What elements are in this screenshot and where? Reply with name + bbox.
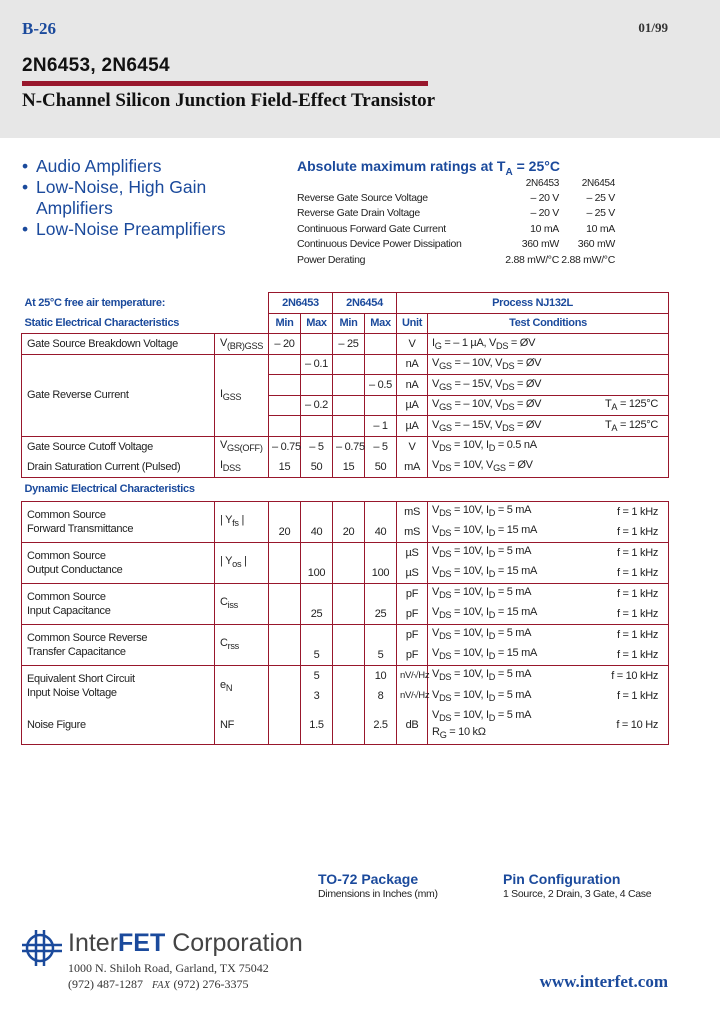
max-header: Max xyxy=(301,313,333,334)
part-header: 2N6454 xyxy=(333,293,397,314)
max-header: Max xyxy=(365,313,397,334)
table-row: Common Source Input Capacitance $C_{iss}$ pF $V_{DS} = 10V$, $I_D = 5$ mA f = 1 kHz xyxy=(22,583,669,604)
table-row: Common Source Reverse Transfer Capacitance $C_{rss}$ pF $V_{DS} = 10V$, $I_D = 5$ mA f = 1 kHz xyxy=(22,624,669,645)
test-conditions-header: Test Conditions xyxy=(428,313,669,334)
abs-max-title: Absolute maximum ratings at $T_A = 25^\circ C$ xyxy=(297,158,560,178)
feature-item: • Low-Noise Preamplifiers xyxy=(22,219,226,239)
table-row: Gate Reverse Current $I_{GSS}$ – 0.1 nA $V_{GS}$ = – 10V, $V_{DS}$ = ØV xyxy=(22,354,669,375)
table-row: – 1 µA $V_{GS}$ = – 15V, $V_{DS}$ = ØV $T_A = 125^\circ C$ xyxy=(22,416,669,437)
table-row: Common Source Output Conductance | $Y_{os}$ | µS $V_{DS} = 10V$, $I_D = 5$ mA f = 1 kHz xyxy=(22,542,669,563)
table-row: Equivalent Short Circuit Input Noise Voltage $e_N$ 5 10 nV/√Hz $V_{DS} = 10V$, $I_D = 5$ mA f = 10 kHz xyxy=(22,665,669,686)
page-number: B-26 xyxy=(22,19,56,38)
dynamic-heading: Dynamic Electrical Characteristics xyxy=(24,483,195,495)
abs-row: Power Derating 2.88 mW/°C 2.88 mW/°C xyxy=(297,253,615,266)
table-row: Drain Saturation Current (Pulsed) $I_{DSS}$ 15 50 15 50 mA $V_{DS} = 10V$, $V_{GS}$ = ØV xyxy=(22,457,669,478)
feature-list xyxy=(22,156,252,240)
abs-row: Continuous Forward Gate Current 10 mA 10 mA xyxy=(297,222,615,235)
table-row: 100 100 µS $V_{DS} = 10V$, $I_D = 15$ mA f = 1 kHz xyxy=(22,563,669,584)
abs-row: Reverse Gate Drain Voltage – 20 V – 25 V xyxy=(297,207,615,220)
table-row: – 0.5 nA $V_{GS}$ = – 15V, $V_{DS}$ = ØV xyxy=(22,375,669,396)
min-header: Min xyxy=(269,313,301,334)
website-link[interactable]: www.interfet.com xyxy=(539,972,668,991)
free-air-label: At 25°C free air temperature: xyxy=(24,296,166,309)
table-row: Noise Figure NF 1.5 2.5 dB $V_{DS} = 10V$, $I_D = 5$ mA $R_G = 10$ kΩ f = 10 Hz xyxy=(22,706,669,744)
min-header: Min xyxy=(333,313,365,334)
static-heading: Static Electrical Characteristics xyxy=(24,317,180,329)
abs-row: Continuous Device Power Dissipation 360 mW 360 mW xyxy=(297,238,615,251)
pin-config-text: 1 Source, 2 Drain, 3 Gate, 4 Case xyxy=(503,888,652,900)
title-rule xyxy=(22,81,428,86)
feature-item: • Low-Noise, High Gain Amplifiers xyxy=(22,177,207,218)
unit-header: Unit xyxy=(397,313,428,334)
part-numbers: 2N6453, 2N6454 xyxy=(22,55,170,76)
pin-config-title: Pin Configuration xyxy=(503,871,621,887)
company-name: InterFET Corporation xyxy=(68,929,303,957)
package-subtitle: Dimensions in Inches (mm) xyxy=(318,888,438,900)
table-row: – 0.2 µA $V_{GS}$ = – 10V, $V_{DS}$ = ØV $T_A = 125^\circ C$ xyxy=(22,395,669,416)
interfet-logo-icon xyxy=(20,926,64,970)
process-header: Process NJ132L xyxy=(397,293,669,314)
feature-item: • Audio Amplifiers xyxy=(22,156,162,176)
characteristics-table xyxy=(21,292,669,745)
table-row: Common Source Forward Transmittance | $Y_{fs}$ | mS $V_{DS} = 10V$, $I_D = 5$ mA f = 1 kHz xyxy=(22,501,669,522)
abs-row: Reverse Gate Source Voltage – 20 V – 25 V xyxy=(297,191,615,204)
page-title: N-Channel Silicon Junction Field-Effect Transistor xyxy=(22,90,436,111)
abs-col-header: 2N6454 xyxy=(581,177,615,189)
abs-max-table xyxy=(297,176,615,268)
table-row: 3 8 nV/√Hz $V_{DS} = 10V$, $I_D = 5$ mA f = 1 kHz xyxy=(22,686,669,707)
package-title: TO-72 Package xyxy=(318,871,419,887)
table-row: 5 5 pF $V_{DS} = 10V$, $I_D = 15$ mA f = 1 kHz xyxy=(22,645,669,666)
table-row: Gate Source Cutoff Voltage $V_{GS(OFF)}$ – 0.75 – 5 – 0.75 – 5 V $V_{DS} = 10V$, $I_D = 0.5$ nA xyxy=(22,436,669,457)
revision-date: 01/99 xyxy=(638,20,668,35)
abs-col-header: 2N6453 xyxy=(525,177,559,189)
part-header: 2N6453 xyxy=(269,293,333,314)
table-row: Gate Source Breakdown Voltage $V_{(BR)GSS}$ – 20 – 25 V $I_G$ = – 1 µA, $V_{DS}$ = ØV xyxy=(22,334,669,355)
table-row: 20 40 20 40 mS $V_{DS} = 10V$, $I_D = 15$ mA f = 1 kHz xyxy=(22,522,669,543)
table-row: 25 25 pF $V_{DS} = 10V$, $I_D = 15$ mA f = 1 kHz xyxy=(22,604,669,625)
company-address: 1000 N. Shiloh Road, Garland, TX 75042 (972) 487-1287 FAX (972) 276-3375 xyxy=(68,961,269,991)
